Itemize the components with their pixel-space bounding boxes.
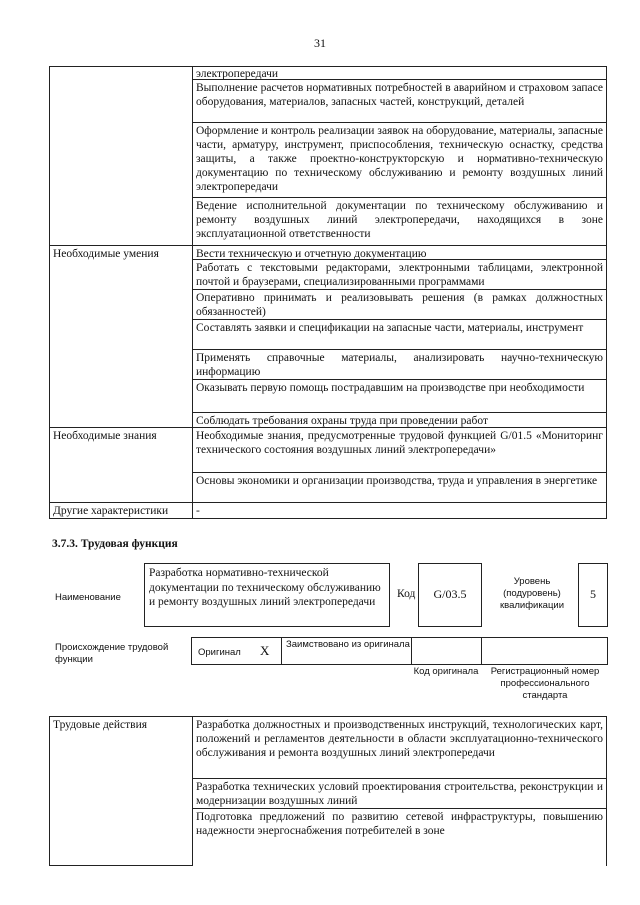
level-label: Уровень (подуровень) квалификации (499, 576, 565, 611)
table-cell: Оперативно принимать и реализовывать решения (в рамках должностных обязанностей) (192, 289, 607, 320)
code-box: G/03.5 (418, 563, 482, 627)
table-cell: Оказывать первую помощь пострадавшим на производстве при необходимости (192, 379, 607, 413)
table-cell: Оформление и контроль реализации заявок на оборудование, материалы, запасные части, арматуру, инструмент, приспособления, техническую оснастку, средства защиты, а также проектно-конструкторскую и нормативно-техническую документацию по техническому обслуживанию и ремонту воздушных линий электропередачи (192, 122, 607, 198)
original-mark: X (260, 643, 270, 658)
original-label: Оригинал (198, 647, 241, 658)
code-original-caption: Код оригинала (413, 666, 479, 677)
reg-number-caption: Регистрационный номер профессионального стандарта (490, 666, 600, 701)
table-cell: Выполнение расчетов нормативных потребностей в аварийном и страховом запасе оборудования, материалов, запасных частей, конструкций, деталей (192, 79, 607, 123)
table-cell: Необходимые знания, предусмотренные трудовой функцией G/01.5 «Мониторинг технического состояния воздушных линий электропередачи» (192, 427, 607, 473)
table-cell: Соблюдать требования охраны труда при проведении работ (192, 412, 607, 428)
table-cell: Подготовка предложений по развитию сетевой инфраструктуры, повышению надежности энергоснабжения потребителей в зоне (192, 808, 607, 866)
table-cell: Составлять заявки и спецификации на запасные части, материалы, инструмент (192, 319, 607, 350)
table-cell: Вести техническую и отчетную документацию (192, 245, 607, 260)
table-cell: электропередачи (192, 66, 607, 80)
table-cell: Основы экономики и организации производства, труда и управления в энергетике (192, 472, 607, 503)
origin-row (191, 637, 608, 665)
skills-label: Необходимые умения (49, 245, 193, 428)
table-cell: Разработка технических условий проектирования строительства, реконструкции и модернизации воздушных линий (192, 778, 607, 809)
borrowed-label: Заимствовано из оригинала (286, 639, 410, 650)
divider (481, 637, 482, 665)
name-label: Наименование (55, 592, 121, 603)
level-box: 5 (578, 563, 608, 627)
table-cell-empty (49, 66, 193, 246)
divider (281, 637, 282, 665)
other-value: - (192, 502, 607, 519)
divider (411, 637, 412, 665)
function-name-box: Разработка нормативно-технической документации по техническому обслуживанию и ремонту воздушных линий электропередачи (144, 563, 390, 627)
code-label: Код (397, 588, 416, 600)
other-label: Другие характеристики (49, 502, 193, 519)
table-cell: Применять справочные материалы, анализировать научно-техническую информацию (192, 349, 607, 380)
page-number: 31 (314, 36, 326, 50)
section-title: 3.7.3. Трудовая функция (52, 538, 178, 550)
origin-label: Происхождение трудовой функции (55, 642, 169, 665)
table-cell: Ведение исполнительной документации по техническому обслуживанию и ремонту воздушных линий электропередачи, находящихся в зоне эксплуатационной ответственности (192, 197, 607, 246)
knowledge-label: Необходимые знания (49, 427, 193, 503)
table-cell: Разработка должностных и производственных инструкций, технологических карт, положений и регламентов деятельности в области эксплуатационно-технического обслуживания и ремонта воздушных линий электропередачи (192, 716, 607, 779)
actions-label: Трудовые действия (49, 716, 193, 866)
table-cell: Работать с текстовыми редакторами, электронными таблицами, электронной почтой и браузерами, специализированными программами (192, 259, 607, 290)
